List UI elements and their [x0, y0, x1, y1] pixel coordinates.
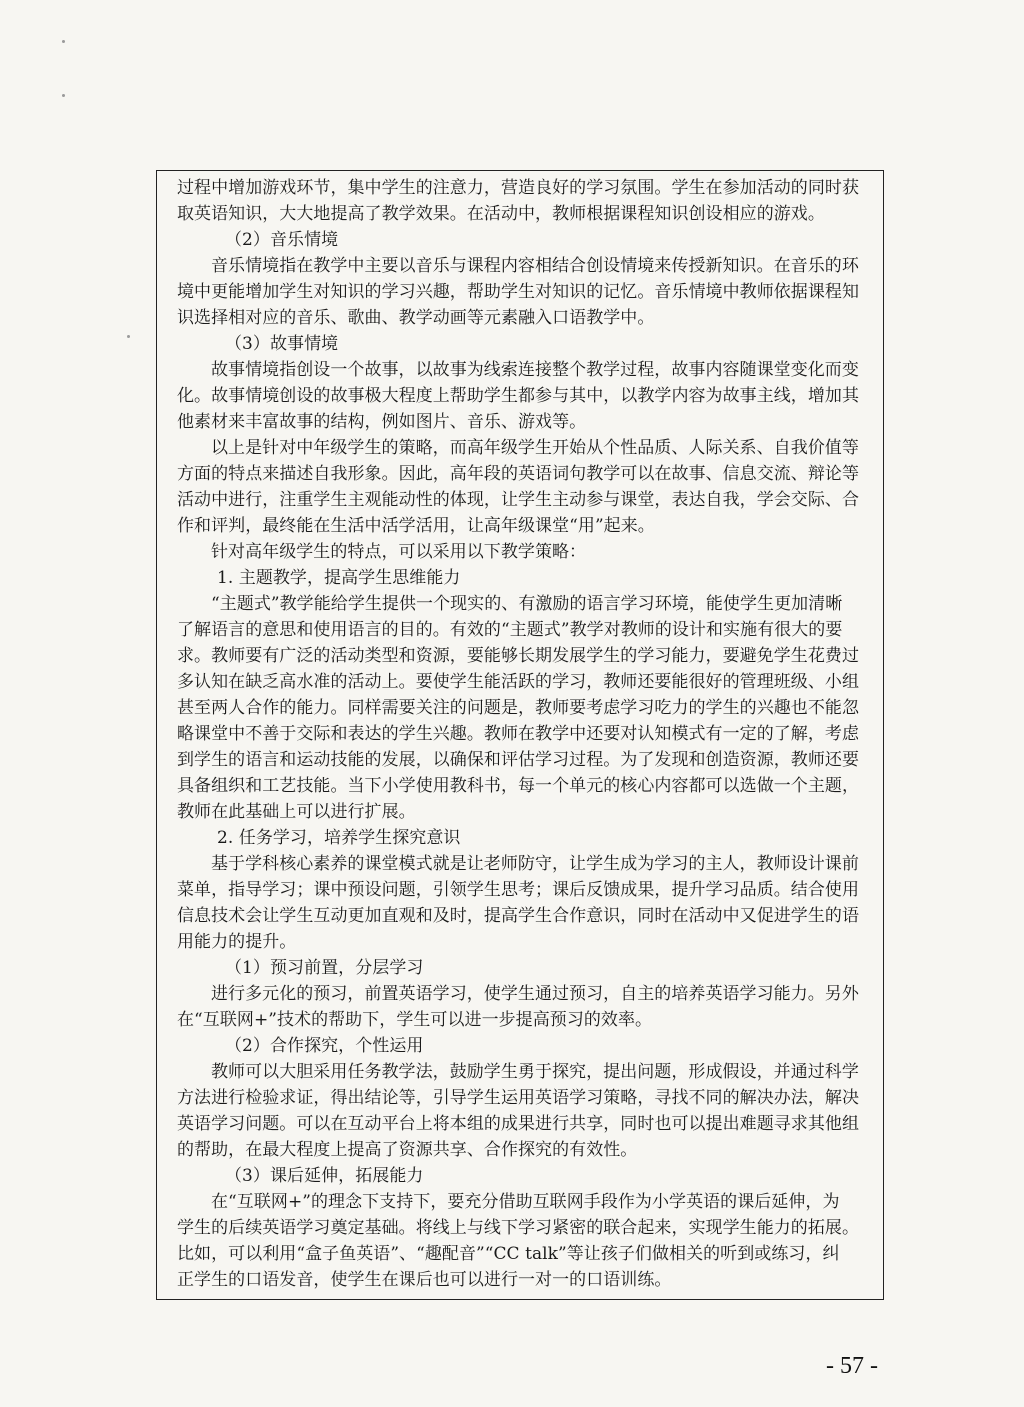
text-line: 化。故事情境创设的故事极大程度上帮助学生都参与其中，以教学内容为故事主线，增加其 [177, 386, 859, 406]
text-frame [156, 170, 884, 1300]
text-line: 略课堂中不善于交际和表达的学生兴趣。教师在教学中还要对认知模式有一定的了解，考虑 [177, 724, 859, 744]
text-line: 求。教师要有广泛的活动类型和资源，要能够长期发展学生的学习能力，要避免学生花费过 [177, 646, 859, 666]
text-line: 教师可以大胆采用任务教学法，鼓励学生勇于探究，提出问题，形成假设，并通过科学 [211, 1062, 859, 1082]
text-line: 的帮助，在最大程度上提高了资源共享、合作探究的有效性。 [177, 1140, 638, 1160]
scan-speck [62, 40, 65, 43]
text-line: 针对高年级学生的特点，可以采用以下教学策略： [211, 542, 587, 562]
text-line: 菜单，指导学习；课中预设问题，引领学生思考；课后反馈成果，提升学习品质。结合使用 [177, 880, 859, 900]
text-line: “主题式”教学能给学生提供一个现实的、有激励的语言学习环境，能使学生更加清晰 [211, 594, 843, 614]
subheading: （3）故事情境 [225, 334, 339, 354]
text-line: 境中更能增加学生对知识的学习兴趣，帮助学生对知识的记忆。音乐情境中教师依据课程知 [177, 282, 859, 302]
section-heading: 1. 主题教学，提高学生思维能力 [217, 568, 461, 588]
scan-speck [62, 94, 65, 97]
text-line: 在“互联网+”技术的帮助下，学生可以进一步提高预习的效率。 [177, 1010, 653, 1030]
text-line: 用能力的提升。 [177, 932, 297, 952]
text-line: 具备组织和工艺技能。当下小学使用教科书，每一个单元的核心内容都可以选做一个主题， [177, 776, 859, 796]
subheading: （3）课后延伸，拓展能力 [225, 1166, 424, 1186]
text-line: 学生的后续英语学习奠定基础。将线上与线下学习紧密的联合起来，实现学生能力的拓展。 [177, 1218, 859, 1238]
text-line: 在“互联网+”的理念下支持下，要充分借助互联网手段作为小学英语的课后延伸，为 [211, 1192, 840, 1212]
text-line: 甚至两人合作的能力。同样需要关注的问题是，教师要考虑学习吃力的学生的兴趣也不能忽 [177, 698, 859, 718]
text-line: 故事情境指创设一个故事，以故事为线索连接整个教学过程，故事内容随课堂变化而变 [211, 360, 859, 380]
text-line: 作和评判，最终能在生活中活学活用，让高年级课堂“用”起来。 [177, 516, 655, 536]
text-line: 基于学科核心素养的课堂模式就是让老师防守，让学生成为学习的主人，教师设计课前 [211, 854, 859, 874]
text-line: 方法进行检验求证，得出结论等，引导学生运用英语学习策略，寻找不同的解决办法，解决 [177, 1088, 859, 1108]
subheading: （2）音乐情境 [225, 230, 339, 250]
text-line: 到学生的语言和运动技能的发展，以确保和评估学习过程。为了发现和创造资源，教师还要 [177, 750, 859, 770]
text-line: 活动中进行，注重学生主观能动性的体现，让学生主动参与课堂，表达自我，学会交际、合 [177, 490, 859, 510]
text-line: 他素材来丰富故事的结构，例如图片、音乐、游戏等。 [177, 412, 587, 432]
text-line: 方面的特点来描述自我形象。因此，高年段的英语词句教学可以在故事、信息交流、辩论等 [177, 464, 859, 484]
text-line: 以上是针对中年级学生的策略，而高年级学生开始从个性品质、人际关系、自我价值等 [211, 438, 859, 458]
text-line: 英语学习问题。可以在互动平台上将本组的成果进行共享，同时也可以提出难题寻求其他组 [177, 1114, 859, 1134]
text-line: 多认知在缺乏高水准的活动上。要使学生能活跃的学习，教师还要能很好的管理班级、小组 [177, 672, 859, 692]
page-number: - 57 - [826, 1353, 878, 1379]
text-line: 了解语言的意思和使用语言的目的。有效的“主题式”教学对教师的设计和实施有很大的要 [177, 620, 843, 640]
text-line: 比如，可以利用“盒子鱼英语”、“趣配音”“CC talk”等让孩子们做相关的听到或练习，纠 [177, 1244, 840, 1264]
text-line: 取英语知识，大大地提高了教学效果。在活动中，教师根据课程知识创设相应的游戏。 [177, 204, 825, 224]
text-line: 识选择相对应的音乐、歌曲、教学动画等元素融入口语教学中。 [177, 308, 655, 328]
text-line: 教师在此基础上可以进行扩展。 [177, 802, 416, 822]
section-heading: 2. 任务学习，培养学生探究意识 [217, 828, 461, 848]
text-line: 过程中增加游戏环节，集中学生的注意力，营造良好的学习氛围。学生在参加活动的同时获 [177, 178, 859, 198]
text-line: 信息技术会让学生互动更加直观和及时，提高学生合作意识，同时在活动中又促进学生的语 [177, 906, 859, 926]
text-line: 进行多元化的预习，前置英语学习，使学生通过预习，自主的培养英语学习能力。另外 [211, 984, 859, 1004]
subheading: （1）预习前置，分层学习 [225, 958, 424, 978]
text-line: 正学生的口语发音，使学生在课后也可以进行一对一的口语训练。 [177, 1270, 672, 1290]
text-line: 音乐情境指在教学中主要以音乐与课程内容相结合创设情境来传授新知识。在音乐的环 [211, 256, 859, 276]
scan-speck [127, 335, 130, 338]
subheading: （2）合作探究，个性运用 [225, 1036, 424, 1056]
